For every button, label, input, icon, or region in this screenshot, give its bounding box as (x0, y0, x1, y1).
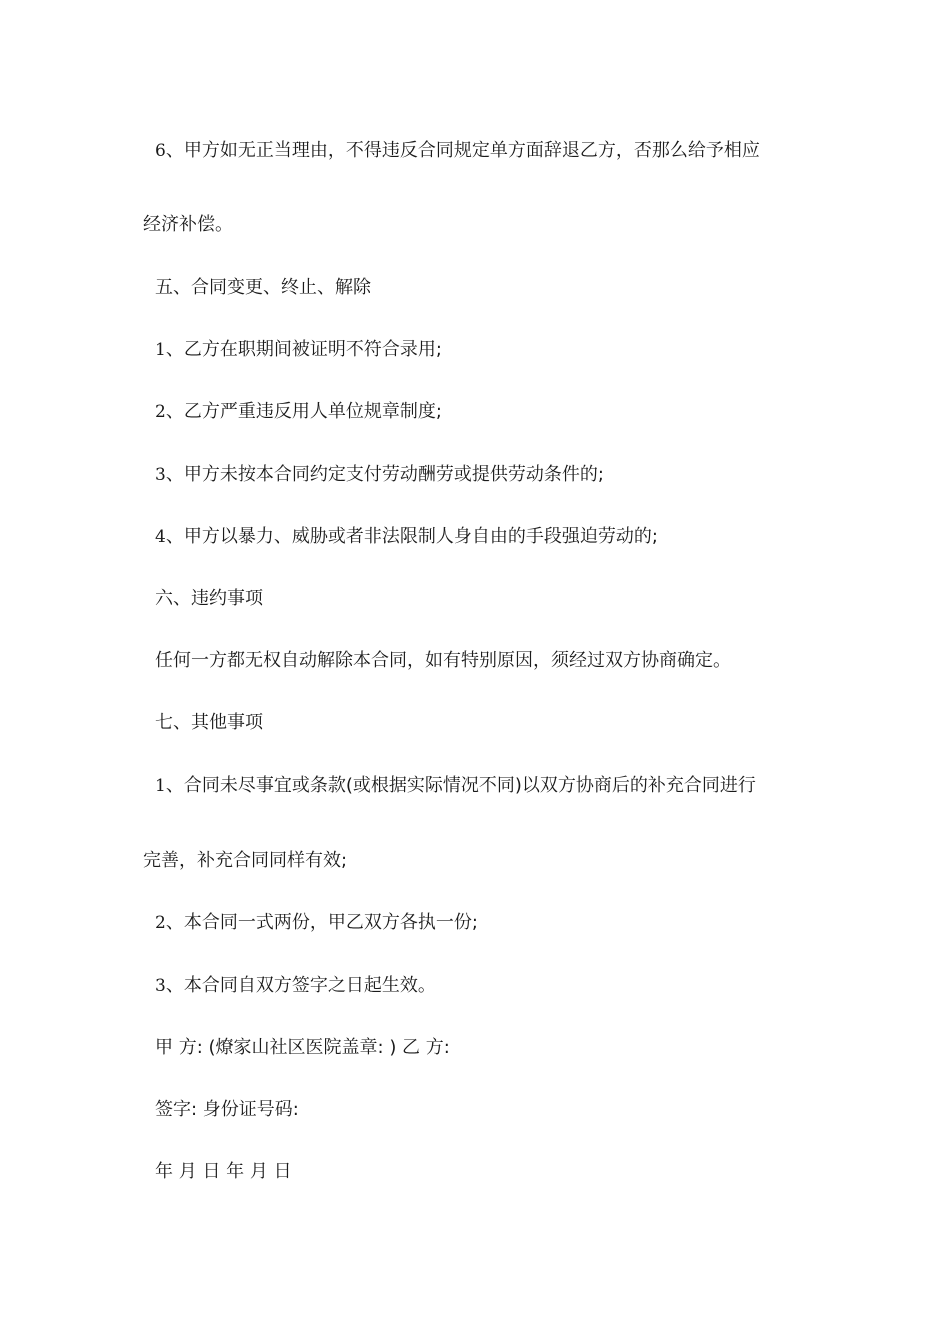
signature-id (155, 1098, 299, 1122)
clause-5-4 (155, 525, 658, 549)
clause-number: 2 (155, 402, 166, 422)
clause-7-3 (155, 974, 436, 998)
clause-text: 经济补偿。 (143, 214, 233, 235)
clause-5-2 (155, 400, 442, 424)
signature-line-text: 甲 方: (燎家山社区医院盖章: ) 乙 方: (155, 1037, 450, 1058)
clause-number: 4 (155, 527, 166, 547)
clause-5-1 (155, 338, 442, 362)
clause-4-6 (155, 139, 760, 163)
section-heading-6 (155, 587, 263, 611)
clause-number: 3 (155, 976, 166, 996)
signature-date (155, 1160, 292, 1184)
clause-number: 1 (155, 776, 166, 796)
clause-7-2 (155, 911, 478, 935)
clause-5-3 (155, 463, 604, 487)
clause-6-body (155, 649, 731, 673)
clause-text: 、本合同自双方签字之日起生效。 (165, 975, 436, 996)
clause-number: 2 (155, 913, 166, 933)
clause-text: 、甲方以暴力、威胁或者非法限制人身自由的手段强迫劳动的; (165, 526, 658, 547)
clause-4-6-continued (143, 213, 233, 237)
section-heading-5 (155, 276, 371, 300)
signature-parties (155, 1036, 450, 1060)
signature-line-text: 年 月 日 年 月 日 (155, 1161, 292, 1182)
clause-text: 、本合同一式两份，甲乙双方各执一份; (165, 912, 478, 933)
clause-number: 3 (155, 465, 166, 485)
clause-text: 、乙方严重违反用人单位规章制度; (165, 401, 442, 422)
section-title: 七、其他事项 (155, 712, 263, 733)
clause-text: 、甲方未按本合同约定支付劳动酬劳或提供劳动条件的; (165, 464, 604, 485)
section-title: 五、合同变更、终止、解除 (155, 277, 371, 298)
section-title: 六、违约事项 (155, 588, 263, 609)
signature-line-text: 签字: 身份证号码: (155, 1099, 299, 1120)
clause-number: 1 (155, 340, 166, 360)
clause-text: 完善，补充合同同样有效; (143, 850, 348, 871)
clause-7-1-continued (143, 849, 347, 873)
clause-text: 、甲方如无正当理由，不得违反合同规定单方面辞退乙方，否那么给予相应 (165, 140, 760, 161)
clause-text: 、乙方在职期间被证明不符合录用; (165, 339, 442, 360)
clause-text: 、合同未尽事宜或条款(或根据实际情况不同)以双方协商后的补充合同进行 (165, 775, 756, 796)
clause-number: 6 (155, 141, 166, 161)
section-heading-7 (155, 711, 263, 735)
clause-text: 任何一方都无权自动解除本合同，如有特别原因，须经过双方协商确定。 (155, 650, 731, 671)
clause-7-1 (155, 774, 756, 798)
